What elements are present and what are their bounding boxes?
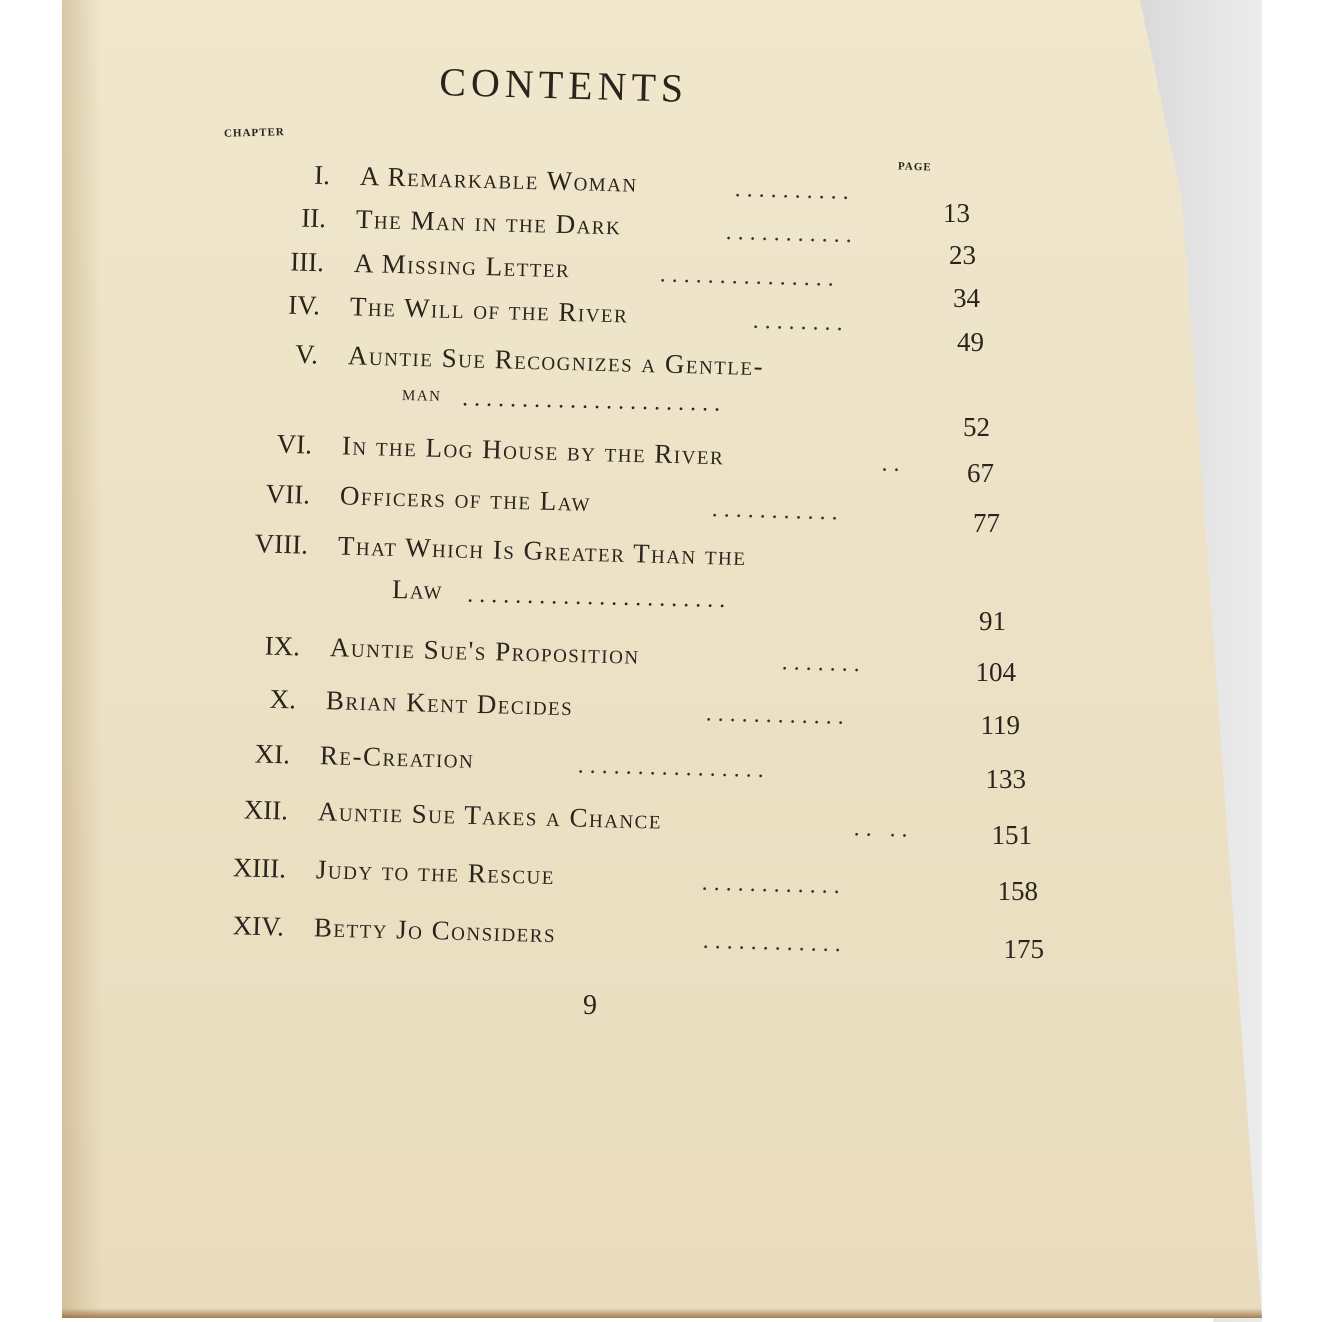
dot-leader: ...............: [659, 261, 841, 292]
page-number-holder: [968, 870, 1048, 904]
chapter-title: Auntie Sue Takes a Chance: [317, 796, 663, 835]
page-number: 151: [991, 820, 1032, 850]
page-number: 52: [963, 412, 990, 442]
chapter-title: Auntie Sue Recognizes a Gentle-: [347, 340, 765, 382]
dot-leader: ..: [881, 450, 907, 478]
page-number: 175: [1003, 934, 1044, 964]
page-number-holder: [920, 406, 1000, 440]
dot-leader: .......: [781, 649, 867, 678]
chapter-numeral: XI.: [254, 738, 291, 770]
continuation-text: man: [401, 381, 442, 406]
chapter-column-label: chapter: [223, 123, 285, 141]
chapter-title: Judy to the Rescue: [315, 854, 556, 891]
page-number-holder: [936, 600, 1016, 634]
page-number-holder: [946, 651, 1026, 685]
chapter-numeral: X.: [269, 683, 297, 715]
page-number: 34: [953, 283, 980, 313]
page-number: 91: [979, 606, 1006, 636]
chapter-numeral: VIII.: [254, 528, 309, 560]
page-number: 67: [967, 458, 994, 488]
page-number: 104: [975, 657, 1016, 687]
chapter-numeral: VI.: [276, 428, 313, 460]
chapter-title: A Remarkable Woman: [359, 160, 639, 198]
chapter-numeral: XIII.: [232, 852, 287, 884]
page-number-holder: [956, 758, 1036, 792]
chapter-title: Brian Kent Decides: [325, 685, 574, 722]
page-number: 13: [943, 198, 970, 228]
chapter-title: In the Log House by the River: [341, 430, 725, 471]
page-number-holder: [950, 704, 1030, 738]
dot-leader: ......................: [467, 581, 732, 614]
page-number: 119: [980, 710, 1020, 740]
page-number: 49: [957, 327, 984, 357]
dot-leader: .. ..: [853, 815, 915, 843]
page-number-holder: [962, 814, 1042, 848]
chapter-title: Betty Jo Considers: [313, 912, 557, 949]
dot-leader: ........: [752, 307, 850, 337]
page-number-holder: [930, 502, 1010, 536]
chapter-title: The Will of the River: [349, 291, 629, 329]
chapter-numeral: IX.: [264, 630, 301, 662]
chapter-numeral: V.: [294, 338, 319, 370]
chapter-title: That Which Is Greater Than the: [337, 530, 747, 572]
page-number-holder: [974, 928, 1054, 962]
page-number: 77: [973, 508, 1000, 538]
chapter-numeral: III.: [289, 246, 325, 278]
dot-leader: ......................: [461, 385, 727, 417]
page-number: 133: [985, 764, 1026, 794]
page-title: CONTENTS: [438, 58, 689, 111]
page-number: 23: [949, 240, 976, 270]
page-column-label: page: [897, 157, 933, 175]
chapter-numeral: XII.: [243, 794, 289, 826]
page-folio-number: 9: [583, 990, 597, 1021]
page-number-holder: [924, 452, 1004, 486]
dot-leader: ............: [701, 869, 847, 900]
dot-leader: ................: [577, 752, 771, 784]
dot-leader: ............: [702, 927, 848, 958]
dot-leader: ..........: [734, 176, 856, 205]
chapter-title: The Man in the Dark: [355, 203, 622, 241]
page-number: 158: [997, 876, 1038, 906]
chapter-numeral: VII.: [265, 478, 311, 510]
chapter-numeral: IV.: [287, 289, 321, 321]
dot-leader: ............: [705, 700, 851, 730]
chapter-title: Officers of the Law: [339, 480, 592, 517]
chapter-title: Re-Creation: [319, 740, 475, 774]
chapter-numeral: II.: [300, 202, 327, 234]
chapter-numeral: I.: [313, 159, 331, 191]
continuation-text: Law: [391, 574, 444, 606]
page-number-holder: [914, 321, 994, 355]
chapter-title: A Missing Letter: [353, 247, 571, 284]
chapter-title: Auntie Sue's Proposition: [329, 632, 641, 670]
dot-leader: ...........: [725, 218, 859, 249]
chapter-numeral: XIV.: [232, 910, 285, 942]
dot-leader: ...........: [711, 496, 845, 526]
